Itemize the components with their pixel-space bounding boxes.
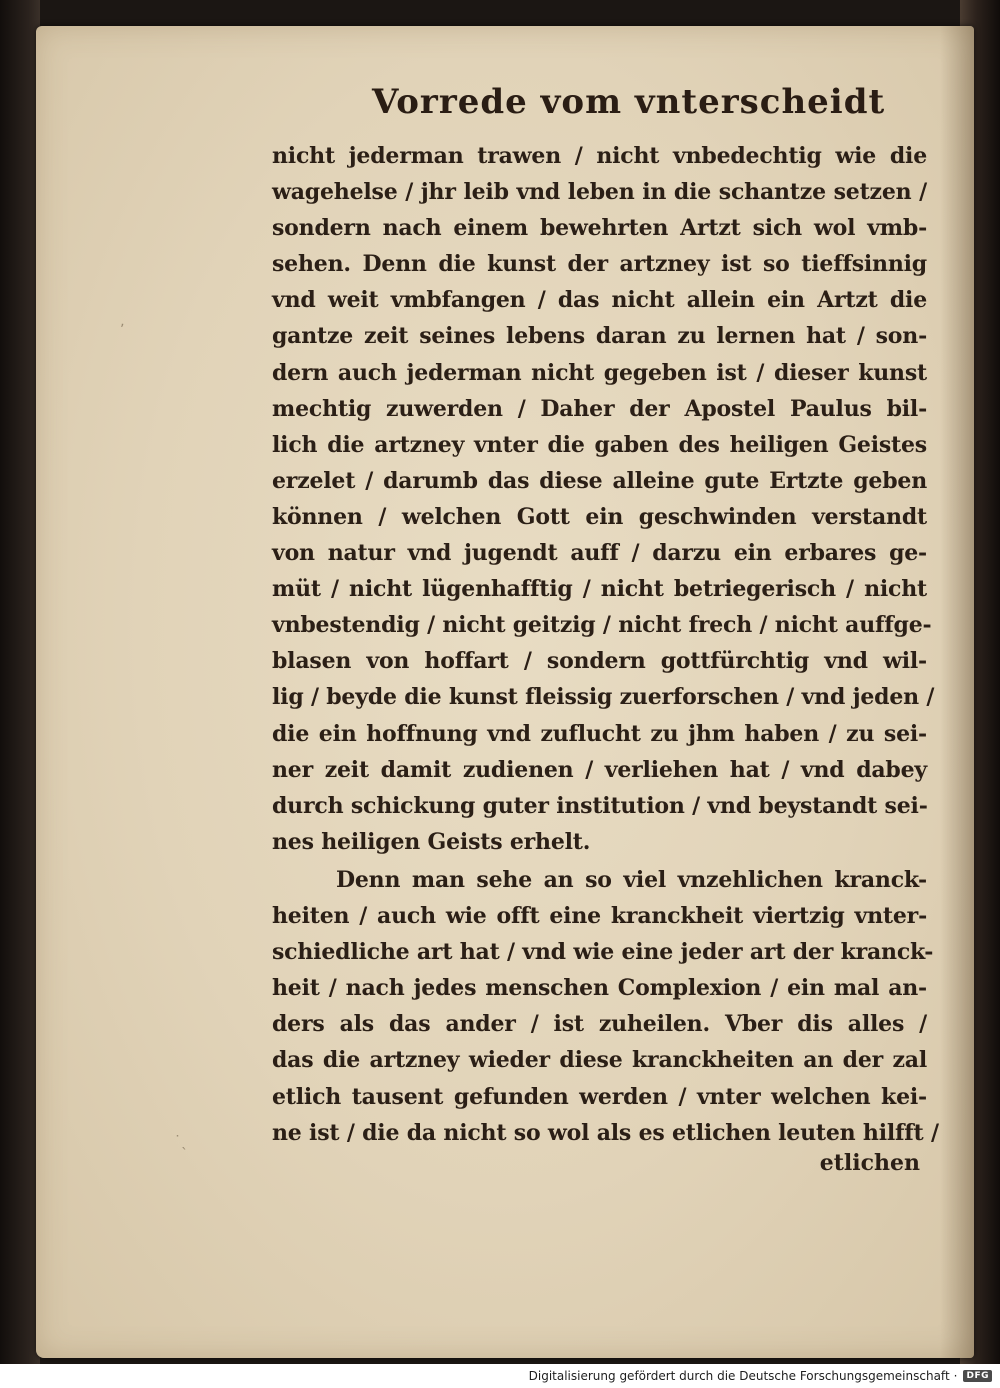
text-line: erzelet / darumb das diese alleine gute Ertzte geben bbox=[272, 467, 927, 494]
text-line: dern auch jederman nicht gegeben ist / dieser kunst bbox=[272, 359, 927, 386]
text-line: vnbestendig / nicht geitzig / nicht frech / nicht auffge- bbox=[272, 612, 932, 639]
text-line: nes heiligen Geists erhelt. bbox=[272, 828, 591, 855]
text-line: ders als das ander / ist zuheilen. Vber dis alles / bbox=[272, 1011, 927, 1038]
text-line: gantze zeit seines lebens daran zu lernen hat / son- bbox=[272, 323, 927, 350]
text-line: die ein hoffnung vnd zuflucht zu jhm haben / zu sei- bbox=[272, 720, 927, 747]
text-line: von natur vnd jugendt auff / darzu ein erbares ge- bbox=[272, 540, 927, 567]
text-line: heit / nach jedes menschen Complexion / ein mal an- bbox=[272, 975, 927, 1002]
text-line: ne ist / die da nicht so wol als es etlichen leuten hilfft / bbox=[272, 1119, 939, 1146]
text-line: Denn man sehe an so viel vnzehlichen kranck- bbox=[336, 867, 927, 893]
text-line: können / welchen Gott ein geschwinden verstandt bbox=[272, 503, 927, 530]
text-line: etlich tausent gefunden werden / vnter welchen kei- bbox=[272, 1083, 927, 1110]
text-line: nicht jederman trawen / nicht vnbedechtig wie die bbox=[272, 143, 927, 169]
footer-credit: Digitalisierung gefördert durch die Deutsche Forschungsgemeinschaft bbox=[528, 1369, 950, 1383]
text-line: sehen. Denn die kunst der artzney ist so tieffsinnig bbox=[272, 251, 927, 278]
dfg-logo: DFG bbox=[963, 1370, 992, 1382]
text-line: lig / beyde die kunst fleissig zuerforschen / vnd jeden / bbox=[272, 684, 935, 711]
text-line: vnd weit vmbfangen / das nicht allein ein Artzt die bbox=[272, 287, 927, 314]
running-header: Vorrede vom vnterscheidt bbox=[372, 82, 886, 122]
catchword: etlichen bbox=[819, 1150, 920, 1176]
text-line: wagehelse / jhr leib vnd leben in die schantze setzen / bbox=[272, 179, 927, 206]
paragraph-2 bbox=[272, 862, 939, 1151]
page-margin-mark: ʼ bbox=[120, 322, 125, 338]
text-line: sondern nach einem bewehrten Artzt sich wol vmb- bbox=[272, 215, 927, 242]
text-line: schiedliche art hat / vnd wie eine jeder art der kranck- bbox=[272, 939, 934, 966]
text-line: mechtig zuwerden / Daher der Apostel Paulus bil- bbox=[272, 395, 927, 422]
text-line: lich die artzney vnter die gaben des heiligen Geistes bbox=[272, 431, 927, 458]
paragraph-1 bbox=[272, 138, 935, 860]
digitization-footer bbox=[0, 1364, 1000, 1388]
text-line: müt / nicht lügenhafftig / nicht betriegerisch / nicht bbox=[272, 576, 927, 603]
page-margin-mark: ˙ˎ bbox=[174, 1134, 188, 1150]
text-line: blasen von hoffart / sondern gottfürchtig vnd wil- bbox=[272, 648, 927, 675]
text-line: durch schickung guter institution / vnd beystandt sei- bbox=[272, 792, 928, 819]
text-line: das die artzney wieder diese kranckheiten an der zal bbox=[272, 1047, 927, 1074]
text-line: heiten / auch wie offt eine kranckheit viertzig vnter- bbox=[272, 903, 927, 930]
book-edge-left bbox=[0, 0, 40, 1388]
footer-separator: · bbox=[953, 1369, 958, 1383]
text-line: ner zeit damit zudienen / verliehen hat / vnd dabey bbox=[272, 756, 927, 783]
